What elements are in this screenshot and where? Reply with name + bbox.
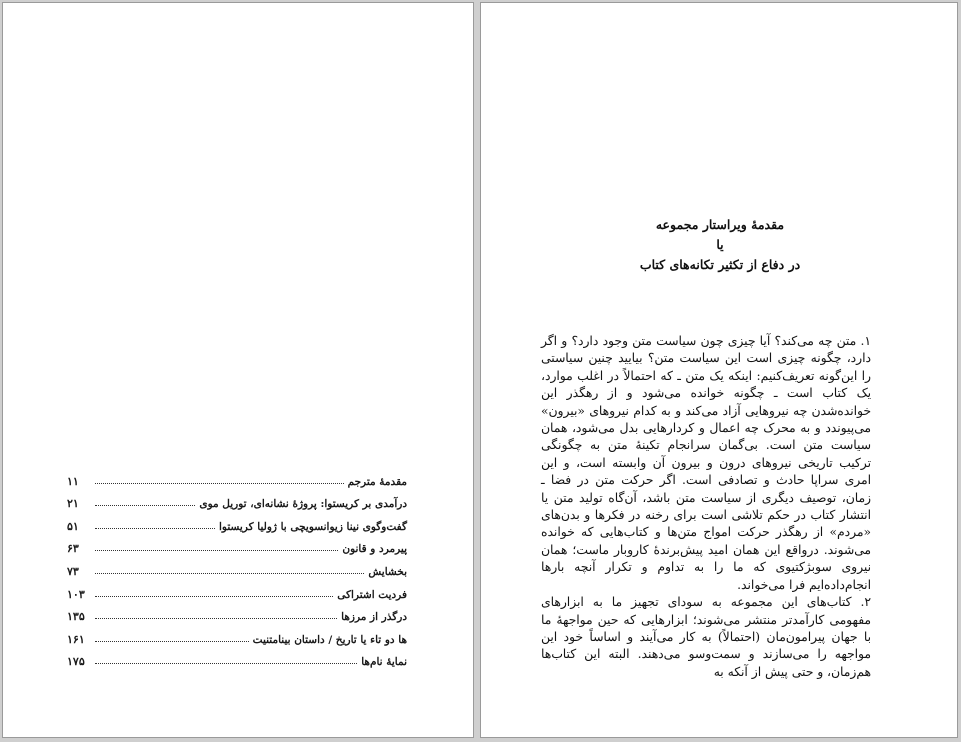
- toc-entry-page: ۱۶۱: [67, 632, 85, 646]
- toc-dot-leader: [95, 641, 249, 642]
- toc-entry-title: نمایهٔ نام‌ها: [361, 656, 407, 669]
- right-page: [480, 2, 958, 738]
- toc-entry-page: ۱۱: [67, 474, 79, 488]
- toc-entry-page: ۱۷۵: [67, 655, 85, 669]
- heading-line-title: مقدمهٔ ویراستار مجموعه: [655, 217, 785, 232]
- toc-entry[interactable]: [67, 510, 407, 533]
- toc-dot-leader: [95, 505, 195, 506]
- toc-dot-leader: [95, 596, 333, 597]
- toc-dot-leader: [95, 483, 344, 484]
- chapter-heading: [481, 215, 958, 275]
- toc-entry-page: ۶۳: [67, 542, 79, 556]
- toc-entry-title: مقدمهٔ مترجم: [347, 475, 407, 488]
- paragraph-1: ۱. متن چه می‌کند؟ آیا چیزی چون سیاست متن وجود دارد؟ و اگر دارد، چگونه چیزی است این سیاست متن؟ بیایید چنین سیاستی را این‌گونه تعریف‌کنیم: اینکه یک متن ـ که احتمالاً در اغلب موارد، یک کتاب است ـ چگونه خوانده می‌شود و از رهگذر این خوانده‌شدن چه نیروهایی آزاد می‌کند و به کدام نیروهای «بیرون» می‌پیوندد و به محرک چه اعمال و کردارهایی بدل می‌شود، همان سیاست متن است. بی‌گمان سرانجام تکینهٔ متن به چگونگی ترکیب تاریخی نیروهای درون و بیرون آن وابسته است، و این امری سراپا حادث و تصادفی است. اگر حرکت متن در فضا ـ زمان، توصیف دیگری از سیاست متن باشد، آن‌گاه تولید متن یا انتشار کتاب در حکم تلاشی است برای رخنه در فکرها و بدن‌های «مردم» از رهگذر حرکت امواج متن‌ها و کتاب‌هایی که خوانده می‌شوند. درواقع این همان امید پیش‌برندهٔ کاروبار ماست؛ همان نیروی سوبژکتیوی که ما را به تداوم و تکرار آنچه بارها انجام‌داده‌ایم فرا می‌خواند.: [541, 334, 871, 592]
- toc-entry[interactable]: [67, 623, 407, 646]
- toc-entry-title: پیرمرد و قانون: [342, 543, 407, 556]
- toc-dot-leader: [95, 618, 337, 619]
- heading-line-subtitle: در دفاع از تکثیر تکانه‌های کتاب: [639, 257, 801, 272]
- toc-dot-leader: [95, 528, 215, 529]
- toc-dot-leader: [95, 550, 338, 551]
- heading-line-or: یا: [716, 237, 724, 252]
- toc-dot-leader: [95, 663, 357, 664]
- toc-entry[interactable]: [67, 533, 407, 556]
- toc-entry[interactable]: [67, 488, 407, 511]
- toc-entry-title: گفت‌وگوی نینا زیوانسویچی با ژولیا کریستوا: [219, 520, 407, 533]
- toc-entry[interactable]: [67, 555, 407, 578]
- toc-dot-leader: [95, 573, 364, 574]
- toc-entry-title: فردیت اشتراکی: [337, 588, 407, 601]
- toc-entry[interactable]: [67, 601, 407, 624]
- toc-entry-page: ۱۰۳: [67, 587, 85, 601]
- toc-entry-page: ۱۳۵: [67, 610, 85, 624]
- toc-entry-page: ۵۱: [67, 519, 79, 533]
- toc-entry[interactable]: [67, 465, 407, 488]
- toc-entry-page: ۲۱: [67, 497, 79, 511]
- paragraph-2: ۲. کتاب‌های این مجموعه به سودای تجهیز ما به ابزارهای مفهومی کارآمدتر منتشر می‌شوند؛ ابزارهایی که حین مواجههٔ ما با جهان پیرامون‌مان (احتمالاً) به کار می‌آیند و اساساً خود این مواجهه را می‌سازند و سمت‌وسو می‌دهند. البته این کتاب‌ها هم‌زمان، و حتی پیش از آنکه به: [541, 595, 871, 679]
- toc-entry[interactable]: [67, 646, 407, 669]
- toc-entry-title: درگذر از مرزها: [341, 611, 407, 624]
- toc-entry-title: ها دو تاء یا تاریخ / داستان بینامتنیت: [252, 633, 407, 646]
- body-text: [541, 333, 871, 681]
- toc-entry-page: ۷۳: [67, 564, 79, 578]
- table-of-contents: [67, 465, 407, 668]
- toc-entry-title: بخشایش: [368, 565, 407, 578]
- toc-entry-title: درآمدی بر کریستوا: پروژهٔ نشانه‌ای، توریل موی: [199, 498, 407, 511]
- left-page: [2, 2, 474, 738]
- toc-entry[interactable]: [67, 578, 407, 601]
